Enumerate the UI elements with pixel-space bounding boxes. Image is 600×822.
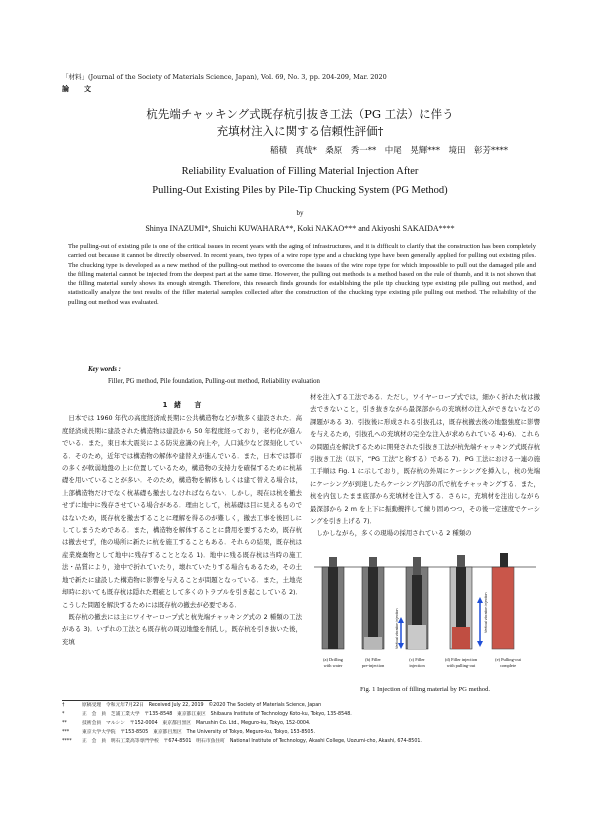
step-label: injection <box>409 663 425 668</box>
keywords-label: Key words : <box>88 366 121 373</box>
authors-en: Shinya INAZUMI*, Shuichi KUWAHARA**, Koki NAKAO*** and Akiyoshi SAKAIDA**** <box>145 224 455 233</box>
step-label: complete <box>499 663 517 668</box>
footnote-mark: * <box>62 712 65 717</box>
footnote-mark: † <box>62 703 65 708</box>
figure-1 <box>310 553 540 685</box>
footnote-mark: ** <box>62 721 67 726</box>
step-e-complete <box>492 553 514 649</box>
arrow-head-icon <box>477 641 483 647</box>
paragraph: 日本では 1960 年代の高度経済成長期に公共構造物などが数多く建設された．高度経済成長期に建設された構造物は建設から 50 年程度経っており，老朽化が進んでいる．また，東日本大震災による防災意識の向上や，人口減少など深刻化している．そのため，近年では構造物の解体や建替えが進んでいる．また，日本では都市の多くが軟弱地盤の上に位置しているため，構造物の支持力を確保するために杭基礎を用いていることが多い．そのため，構造物を解体もしくは建て替える場合は，上部構造物だけでなく杭基礎も撤去しなければならない．しかし，現在は杭を撤去せずに地中に残存させている場合がある．理由として，杭基礎は目に見えるものではないため，既存杭を撤去することに理解を得るのが難しく，撤去工事を後回しにしてしまうためである．また，構造物を解体することに費用を要するため，既存杭は撤去せず，他の場所に新たに杭を施工することもある．それらの結果，既存杭は産業廃棄物として地中に残存することとなる 1)．地中に残る既存杭は当時の施工法・品質により，途中で折れていたり，壊れていたりする場合もあるため，その土地で新たに建設した構造物に影響を与えることが問題となっている．また，土地売却時においても既存杭は隠れた瑕疵として多くのトラブルを引き起こしている 2)．こうした問題を解決するためには既存杭の撤去が必要である． <box>62 414 302 609</box>
step-label: (b) Filler <box>365 657 381 662</box>
title-en-line2: Pulling-Out Existing Piles by Pile-Tip Chucking System (PG Method) <box>152 185 448 196</box>
step-label: (a) Drilling <box>323 657 343 662</box>
step-c-injection <box>406 557 428 649</box>
vertical-label-left: Vertical vibration injection <box>395 608 399 649</box>
title-jp-line1: 杭先端チャッキング式既存杭引抜き工法（PG 工法）に伴う <box>146 107 454 121</box>
title-jp-line2: 充填材注入に関する信頼性評価† <box>216 124 384 138</box>
footnote <box>62 702 542 711</box>
arrow-head-icon <box>477 597 483 603</box>
footnote <box>62 720 542 729</box>
abstract: The pulling-out of existing pile is one of the critical issues in recent years with the aging of infrastructures, and it is difficult to clarify that the construction has been completely carried out because it cannot be directly observed. In recent years, two types of a wire rope type and a chucking type have been generally applied for pulling out existing piles. The chucking type is developed as a new method of the pulling-out method to overcome the issues of the wire rope type for which impossible to pull out the damaged pile and the filling material cannot be injected from the deepest part at the same time. However, the pulling out methods is a method based on the rule of thumb, and it is not shown that the filling material surely shows its enough strength. Therefore, this research finds grounds for establishing the pile tip chucking type existing pile pulling out method, and statistically analyze the test results of the filler material samples collected after the construction of the chucking type existing pile pulling out method. The reliability of the pulling out method was evaluated. <box>68 243 536 306</box>
step-d-pulling-out <box>450 555 472 649</box>
step-b-pre-injection <box>362 557 384 649</box>
paragraph: 既存杭の撤去には主にワイヤーロープ式と杭先端チャッキング式の 2 種類の工法がある 3)．いずれの工法とも既存杭の周辺地盤を削孔し，既存杭を引き抜いた後，充填 <box>62 612 302 646</box>
step-label: pre-injection <box>361 663 385 668</box>
step-label: (e) Pulling-out <box>495 657 521 662</box>
step-a-drilling <box>322 557 344 649</box>
footnote-text: 正 会 員 芝浦工業大学 〒135-8548 東京都江東区 Shibaura Institute of Technology Koto-ku, Tokyo, 135-8548. <box>82 712 352 717</box>
step-label: (d) Filler injection <box>444 657 478 662</box>
title-en-line1: Reliability Evaluation of Filling Material Injection After <box>181 166 419 177</box>
footnote-mark: **** <box>62 739 72 744</box>
step-label: with pulling-out <box>446 663 476 668</box>
footnote <box>62 729 542 738</box>
journal-header: 「材料」(Journal of the Society of Materials Science, Japan), Vol. 69, No. 3, pp. 204-209, Mar. 2020 <box>62 73 387 81</box>
section-title: 1 緒 言 <box>162 401 202 409</box>
article-type: 論 文 <box>62 84 95 93</box>
footnote-text: 原稿受理 令和元年7月22日 Received July 22, 2019 ©2020 The Society of Materials Science, Japan <box>82 703 322 708</box>
footnote-text: 東京大学大学院 〒153-8505 東京都目黒区 The University of Tokyo, Meguro-ku, Tokyo, 153-8505. <box>82 730 316 735</box>
footnote-mark: *** <box>62 730 70 735</box>
figure-caption: Fig. 1 Injection of filling material by PG method. <box>359 686 491 693</box>
footnote-text: 技術会員 マルシン 〒152-0004 東京都目黒区 Marushin Co. Ltd., Meguro-ku, Tokyo, 152-0004. <box>82 721 311 726</box>
footnote <box>62 738 542 747</box>
vertical-label-right: Vertical vibration injection <box>484 592 488 633</box>
paragraph: 材を注入する工法である．ただし，ワイヤーロープ式では，細かく折れた杭は撤去できないこと，引き抜きながら最深部からの充填材の注入ができないなどの課題がある 3)．引抜後に形成される引抜孔は，既存杭撤去後の地盤強度に影響を与えるため，引抜孔への充填材の完全な注入が求められている 4)-6)．これらの問題点を解決するために開発された引抜き工法が杭先端チャッキング式既存杭引抜き工法（以下，“PG 工法”と称する）である 7)．PG 工法における一連の施工手順は Fig. 1 に示しており，既存杭の外周にケーシングを挿入し，杭の先端にケーシングが到達したらケーシング内部の爪で杭をチャッキングする．また，杭を内包したまま底部から充填材を注入する．さらに，充填材を注出しながら最深部から 2 m を上下に振動攪拌して練り固めつつ，その後一定速度でケーシングを引き上げる 7)． <box>310 393 540 526</box>
authors-jp: 稲積 真哉* 桑原 秀一** 中尾 晃輝*** 境田 彰芳**** <box>270 146 509 156</box>
left-column <box>62 399 302 648</box>
paragraph: しかしながら，多くの現場の採用されている 2 種類の <box>316 529 472 538</box>
footnote <box>62 711 542 720</box>
right-column <box>310 391 540 540</box>
by-label: by <box>296 209 304 217</box>
footnote-rule <box>62 700 212 701</box>
step-label: (c) Filler <box>409 657 425 662</box>
footnote-text: 正 会 員 明石工業高等専門学校 〒674-8501 明石市魚住町 National Institute of Technology, Akashi College, Uozumi-cho, Akashi, 674-8501. <box>82 739 422 744</box>
step-label: with water <box>323 663 343 668</box>
keywords: Filler, PG method, Pile foundation, Pulling-out method, Reliability evaluation <box>108 378 320 385</box>
